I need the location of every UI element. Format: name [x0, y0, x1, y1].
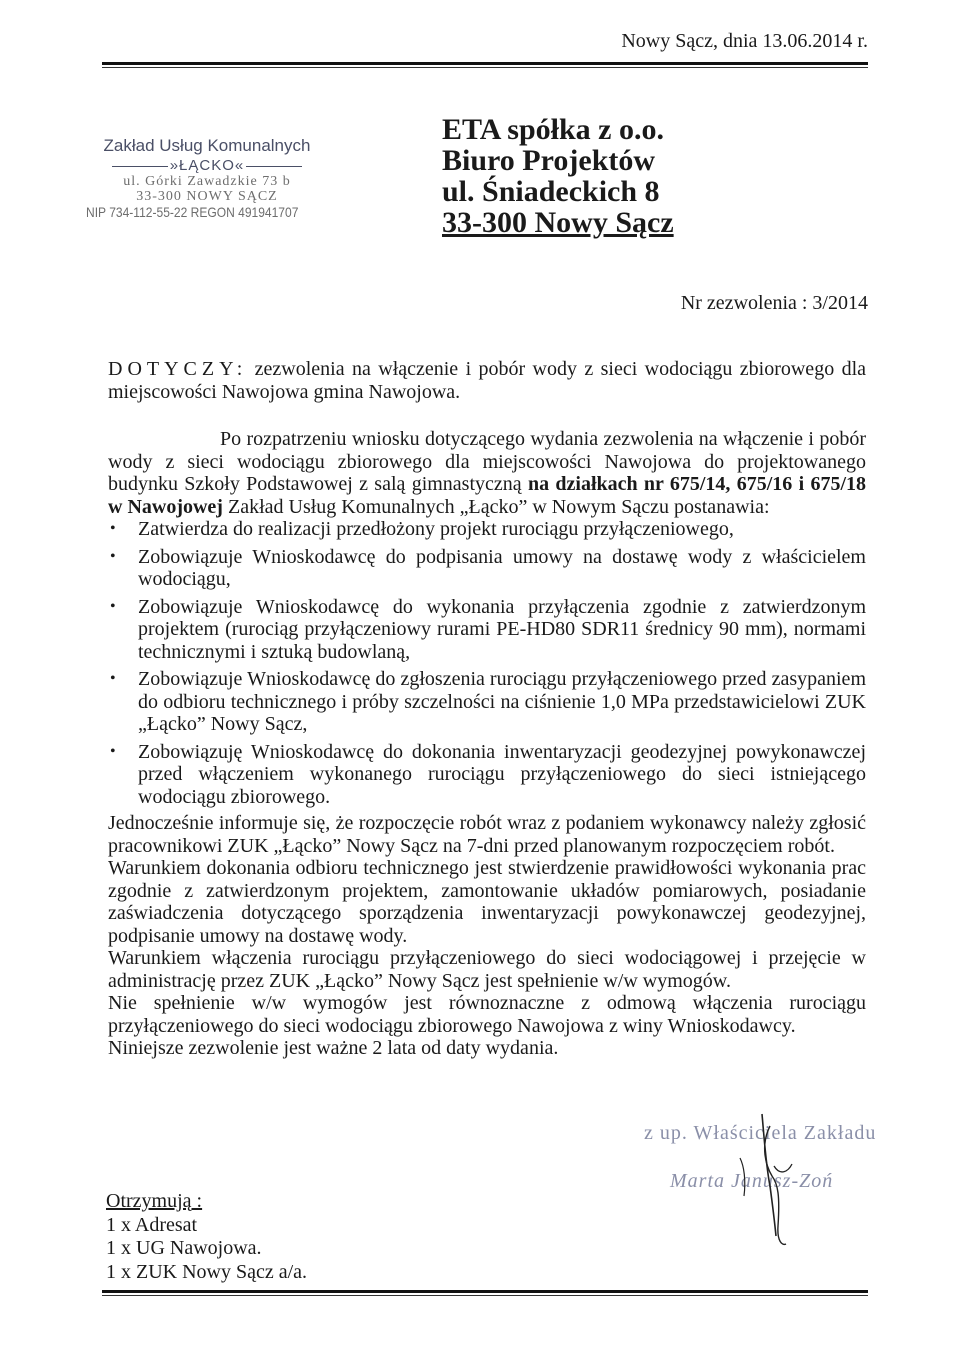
- stamp-company-short: [82, 157, 332, 174]
- header-rule-thin: [102, 67, 868, 68]
- recipient-item: 1 x ZUK Nowy Sącz a/a.: [106, 1260, 308, 1283]
- paragraph-acceptance: Warunkiem dokonania odbioru technicznego jest stwierdzenie prawidłowości wykonania prac zgodnie z zatwierdzonym projektem, zamontowanie układów pomiarowych, posiadanie zaświadczenia dotyczącego sporządzenia inwentaryzacji powykonawczej geodezyjnej, podpisanie umowy na dostawę wody.: [108, 857, 866, 947]
- addressee-company: ETA spółka z o.o.: [442, 113, 664, 146]
- signature-authorization: z up. Właściciela Zakładu: [644, 1122, 877, 1144]
- handwritten-signature-icon: [730, 1106, 820, 1256]
- recipient-item: 1 x UG Nawojowa.: [106, 1237, 262, 1259]
- addressee-city: 33-300 Nowy Sącz: [442, 206, 674, 239]
- subject-lead: DOTYCZY:: [108, 358, 248, 380]
- subject-text: zezwolenia na włączenie i pobór wody z sieci wodociągu zbiorowego dla miejscowości Nawojowa gmina Nawojowa.: [108, 358, 866, 403]
- recipients-heading: Otrzymują :: [106, 1190, 203, 1212]
- stamp-company-name: Zakład Usług Komunalnych: [103, 136, 311, 155]
- intro-text-b: Zakład Usług Komunalnych „Łącko” w Nowym Sączu postanawia:: [227, 495, 770, 518]
- signature-name: Marta Janusz-Zoń: [670, 1170, 834, 1192]
- document-date: Nowy Sącz, dnia 13.06.2014 r.: [621, 30, 868, 52]
- paragraph-connection: Warunkiem włączenia rurociągu przyłączeniowego do sieci wodociągowej i przejęcie w administrację przez ZUK „Łącko” Nowy Sącz jest spełnienie w/w wymogów.: [108, 947, 866, 992]
- footer-rule-thin: [102, 1295, 868, 1296]
- signature-stamp: [640, 1118, 900, 1258]
- subject-line: [108, 358, 866, 404]
- stamp-tax-ids: NIP 734-112-55-22 REGON 491941707: [86, 204, 299, 220]
- addressee-department: Biuro Projektów: [442, 144, 656, 177]
- addressee-street: ul. Śniadeckich 8: [442, 175, 660, 208]
- paragraph-notice: Jednocześnie informuje się, że rozpoczęcie robót wraz z podaniem wykonawcy należy zgłosić pracownikowi ZUK „Łącko” Nowy Sącz na 7-dni przed planowanym rozpoczęciem robót.: [108, 812, 866, 857]
- document-body: [108, 428, 866, 1060]
- list-item: • Zobowiązuje Wnioskodawcę do wykonania przyłączenia zgodnie z zatwierdzonym projektem (rurociąg przyłączeniowy rurami PE-HD80 SDR11 średnicy 90 mm), normami technicznymi i sztuką budowlaną,: [108, 596, 866, 664]
- paragraph-refusal: Nie spełnienie w/w wymogów jest równoznaczne z odmową włączenia rurociągu przyłączeniowego do sieci wodociągu zbiorowego Nawojowa z winy Wnioskodawcy.: [108, 992, 866, 1037]
- intro-text-a: Po rozpatrzeniu wniosku dotyczącego wydania zezwolenia na włączenie i pobór wody z sieci wodociągu zbiorowego dla miejscowości Nawojowa do projektowanego budynku Szkoły Podstawowej z salą gimnastyczną: [108, 428, 866, 495]
- stamp-dash-right: [246, 166, 302, 167]
- stamp-short-name: »ŁĄCKO«: [169, 157, 245, 174]
- recipients-block: [106, 1190, 307, 1284]
- paragraph-validity: Niniejsze zezwolenie jest ważne 2 lata od daty wydania.: [108, 1037, 559, 1059]
- header-rule: [102, 62, 868, 65]
- stamp-city: 33-300 NOWY SĄCZ: [136, 189, 278, 204]
- permit-number: Nr zezwolenia : 3/2014: [680, 292, 868, 314]
- stamp-street: ul. Górki Zawadzkie 73 b: [123, 174, 291, 189]
- footer-rule: [102, 1290, 868, 1293]
- intro-plots: na działkach nr 675/14, 675/16 i 675/18 w Nawojowej: [108, 473, 866, 518]
- recipient-item: 1 x Adresat: [106, 1213, 198, 1236]
- list-item: • Zatwierdza do realizacji przedłożony projekt rurociągu przyłączeniowego,: [108, 518, 866, 541]
- list-item: • Zobowiązuje Wnioskodawcę do zgłoszenia rurociągu przyłączeniowego przed zasypaniem do odbioru technicznego i próby szczelności na ciśnienie 1,0 MPa przedstawicielowi ZUK „Łącko” Nowy Sącz,: [108, 668, 866, 736]
- addressee-block: [442, 114, 674, 238]
- stamp-dash-left: [112, 166, 168, 167]
- company-stamp: [82, 136, 332, 220]
- decision-list: [108, 518, 866, 808]
- list-item: • Zobowiązuje Wnioskodawcę do podpisania umowy na dostawę wody z właścicielem wodociągu,: [108, 546, 866, 591]
- intro-paragraph: [108, 428, 866, 518]
- list-item: • Zobowiązuję Wnioskodawcę do dokonania inwentaryzacji geodezyjnej powykonawczej przed włączeniem wykonanego rurociągu przyłączeniowego do sieci istniejącego wodociągu zbiorowego.: [108, 741, 866, 809]
